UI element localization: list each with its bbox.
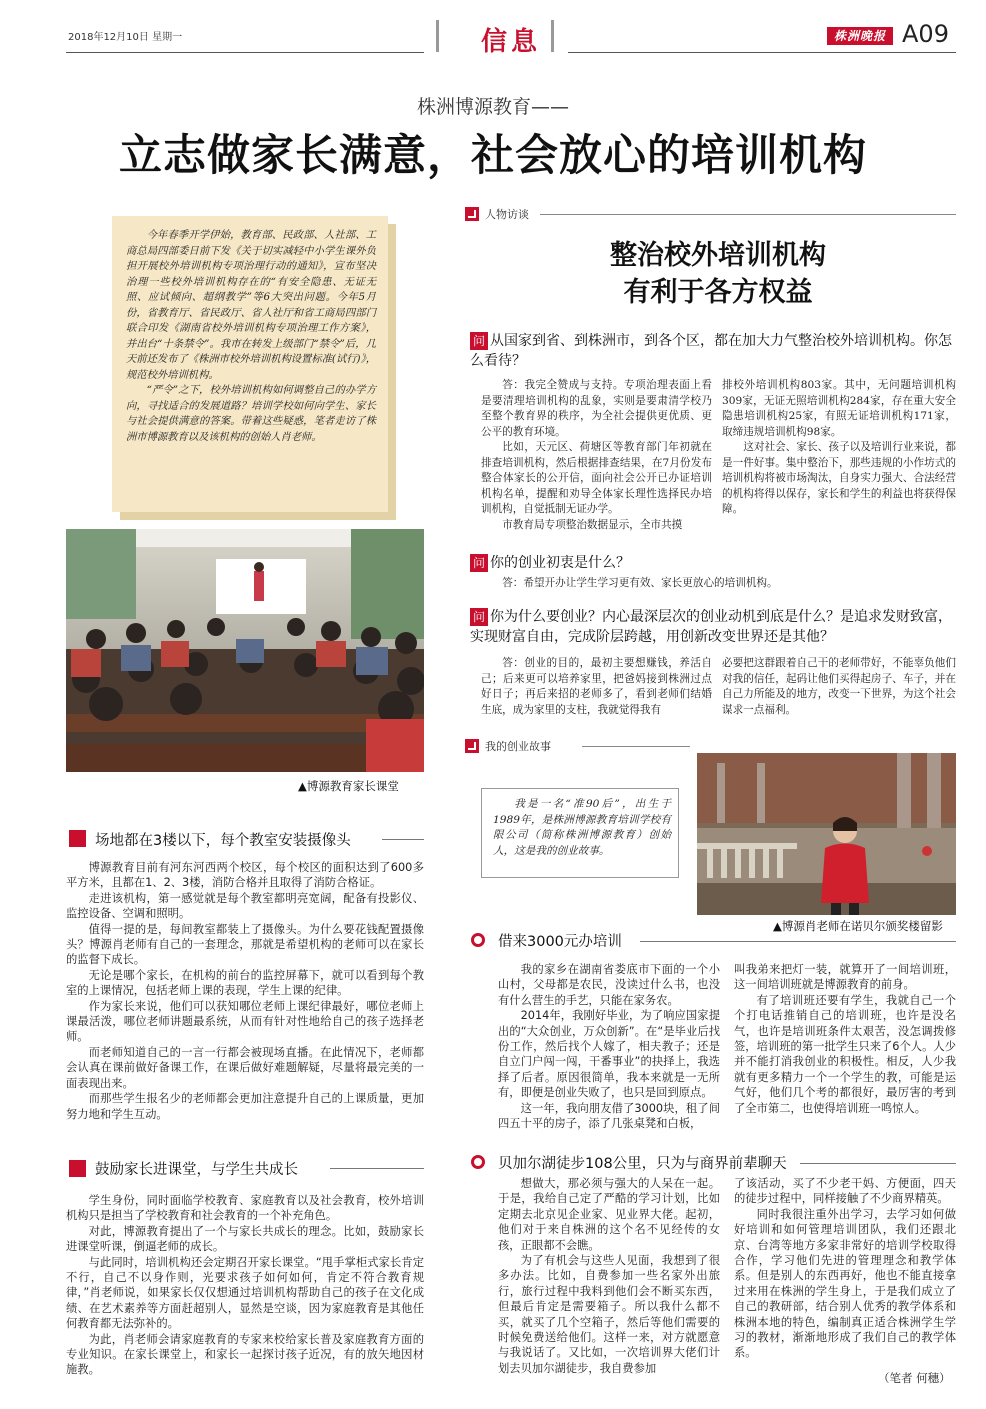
question-1-text: 从国家到省、到株洲市，到各个区，都在加大力气整治校外培训机构。你怎么看待？ xyxy=(470,333,952,369)
story-quote xyxy=(493,797,671,859)
question-2 xyxy=(470,553,956,573)
body-paragraph: 这一年，我向朋友借了3000块，租了间四五十平的房子，添了几张桌凳和白板， xyxy=(498,1101,720,1131)
answer-paragraph: 市教育局专项整治数据显示，全市共摸 xyxy=(502,518,683,531)
story-quote-text: 我是一名“准90后”，出生于1989年，是株洲博源教育培训学校有限公司（简称株洲博源教育）创始人，这是我的创业故事。 xyxy=(493,798,671,857)
classroom-photo-caption: ▲博源教育家长课堂 xyxy=(298,779,399,793)
section-4-marker-icon xyxy=(471,1155,485,1169)
body-paragraph: 与此同时，培训机构还会定期召开家长课堂。“甩手掌柜式家长肯定不行，自己不以身作则，光要求孩子如何如何，肯定不符合教育规律，”肖老师说，如果家长仅仅想通过培训机构帮助自己的孩子在文化成绩、在艺术素养等方面赶超别人，显然是空谈，因为家庭教育是其他任何教育都无法弥补的。 xyxy=(66,1255,424,1331)
interview-title-line1: 整治校外培训机构 xyxy=(610,240,826,271)
section-2-marker-icon xyxy=(69,1160,86,1177)
story-tag: 我的创业故事 xyxy=(485,740,551,753)
section-4-right xyxy=(734,1176,956,1361)
author-byline: （笔者 何穗） xyxy=(878,1371,951,1385)
section-1-marker-icon xyxy=(69,830,86,847)
body-paragraph: 想做大，那必须与强大的人呆在一起。于是，我给自己定了严酷的学习计划，比如定期去北京见企业家、见业界大佬。起初，他们对于来自株洲的这个名不见经传的女孩，正眼都不会瞧。 xyxy=(498,1177,720,1252)
section-3-marker-icon xyxy=(471,933,485,947)
classroom-photo xyxy=(66,529,424,772)
section-3-rule xyxy=(640,941,956,942)
body-paragraph: 作为家长来说，他们可以获知哪位老师上课纪律最好，哪位老师上课最活泼，哪位老师讲题最系统，从而有针对性地给自己的孩子选择老师。 xyxy=(66,999,424,1044)
answer-1-right xyxy=(722,378,956,518)
body-paragraph: 叫我弟来把灯一装，就算开了一间培训班，这一间培训班就是博源教育的前身。 xyxy=(734,963,956,992)
body-paragraph: 为了有机会与这些人见面，我想到了很多办法。比如，自费参加一些名家外出旅行，旅行过程中我料到他们会不断买东西，但最后肯定是需要箱子。所以我什么都不买，就买了几个空箱子，然后等他们需要的时候免费送给他们。这样一来，对方就愿意与我说话了。又比如，一次培训界大佬们计划去贝加尔湖徒步，我自费参加 xyxy=(498,1254,720,1375)
answer-paragraph: 必要把这群跟着自己干的老师带好，不能辜负他们对我的信任，起码让他们买得起房子、车子，并在自己力所能及的地方，改变一下世界，为这个社会谋求一点福利。 xyxy=(722,657,956,716)
answer-3-right xyxy=(722,656,956,718)
body-paragraph: 走进该机构，第一感觉就是每个教室都明亮宽阔，配备有投影仪、监控设备、空调和照明。 xyxy=(66,891,424,921)
question-2-text: 你的创业初衷是什么？ xyxy=(490,555,630,571)
founder-photo xyxy=(697,753,956,915)
answer-paragraph: 答：创业的目的，最初主要想赚钱，养活自己；后来更可以培养家里，把爸妈接到株洲过点好日子；再后来招的老师多了，看到老师们结婚生底，成为家里的支柱，我就觉得我有 xyxy=(481,657,712,716)
answer-paragraph: 答：我完全赞成与支持。专项治理表面上看是要清理培训机构的乱象，实则是要肃清学校乃至整个教育界的秩序，为全社会提供更优质、更公平的教育环境。 xyxy=(481,379,712,438)
interview-tag-icon xyxy=(465,207,479,221)
classroom-photo-illustration xyxy=(66,529,424,772)
section-1-title: 场地都在3楼以下，每个教室安装摄像头 xyxy=(95,833,351,849)
body-paragraph: 我的家乡在湖南省娄底市下面的一个小山村，父母都是农民，没读过什么书，也没有什么营生的手艺，只能在家务农。 xyxy=(498,963,720,1007)
section-1-body xyxy=(66,860,424,1122)
headline-kicker: 株洲博源教育—— xyxy=(416,96,569,118)
question-icon: 问 xyxy=(470,554,488,572)
header-rule-right xyxy=(568,52,956,53)
answer-paragraph: 这对社会、家长、孩子以及培训行业来说，都是一件好事。集中整治下，那些违规的小作坊式的培训机构将被市场淘汰，自身实力强大、合法经营的机构将得以保存，家长和学生的利益也将获得保障。 xyxy=(722,441,956,515)
page-number: A09 xyxy=(902,20,949,48)
intro-paragraph: “严令”之下，校外培训机构如何调整自己的办学方向，寻找适合的发展道路？培训学校如何向学生、家长与社会提供满意的答案。带着这些疑惑，笔者走访了株洲市博源教育以及该机构的创始人肖老师。 xyxy=(126,384,376,443)
section-2-body xyxy=(66,1193,424,1378)
question-3-text: 你为什么要创业？内心最深层次的创业动机到底是什么？是追求发财致富，实现财富自由，完成阶层跨越，用创新改变世界还是其他？ xyxy=(470,609,952,645)
story-tag-icon xyxy=(465,739,479,753)
section-4-rule xyxy=(800,1163,956,1164)
body-paragraph: 对此，博源教育提出了一个与家长共成长的理念。比如，鼓励家长进课堂听课，倒逼老师的成长。 xyxy=(66,1224,424,1254)
header-divider-right xyxy=(551,20,554,52)
newspaper-logo: 株洲晚报 xyxy=(827,27,893,45)
body-paragraph: 为此，肖老师会请家庭教育的专家来校给家长普及家庭教育方面的专业知识。在家长课堂上，和家长一起探讨孩子近况，有的放矢地因材施教。 xyxy=(66,1332,424,1377)
section-4-title: 贝加尔湖徒步108公里，只为与商界前辈聊天 xyxy=(498,1156,787,1172)
section-4-left xyxy=(498,1176,720,1376)
body-paragraph: 而老师知道自己的一言一行都会被现场直播。在此情况下，老师都会认真在课前做好备课工作，在课后做好难题解疑，尽量将最完美的一面表现出来。 xyxy=(66,1045,424,1090)
header-divider-left xyxy=(436,20,439,52)
body-paragraph: 博源教育目前有河东河西两个校区，每个校区的面积达到了600多平方米，且都在1、2、3楼，消防合格并且取得了消防合格证。 xyxy=(66,861,424,890)
body-paragraph: 了该活动，买了不少老干妈、方便面，四天的徒步过程中，同样接触了不少商界精英。 xyxy=(734,1177,956,1206)
body-paragraph: 值得一提的是，每间教室都装上了摄像头。为什么要花钱配置摄像头？博源肖老师有自己的一套理念，那就是希望机构的老师可以在家长的监督下成长。 xyxy=(66,922,424,967)
section-2-title: 鼓励家长进课堂，与学生共成长 xyxy=(95,1162,298,1178)
intro-paragraph: 今年春季开学伊始，教育部、民政部、人社部、工商总局四部委日前下发《关于切实减轻中小学生课外负担开展校外培训机构专项治理行动的通知》，宣布坚决治理一些校外培训机构存在的“有安全隐患、无证无照、应试倾向、超纲教学”等6大突出问题。今年5月份，省教育厅、省民政厅、省人社厅和省工商局四部门联合印发《湖南省校外培训机构专项治理工作方案》，并出台“十条禁令”。我市在转发上级部门“禁令”后，几天前还发布了《株洲市校外培训机构设置标准(试行)》，规范校外培训机构。 xyxy=(126,229,377,381)
section-1-rule xyxy=(382,839,424,840)
body-paragraph: 2014年，我刚好毕业，为了响应国家提出的“大众创业，万众创新”。在“是毕业后找份工作，然后找个人嫁了，相夫教子；还是自立门户闯一闯，干番事业”的抉择上，我选择了后者。原因很简单，我本来就是一无所有，即便是创业失败了，也只是回到原点。 xyxy=(498,1009,720,1100)
interview-tag: 人物访谈 xyxy=(485,208,529,221)
body-paragraph: 而那些学生报名少的老师都会更加注意提升自己的上课质量，更加努力地和学生互动。 xyxy=(66,1092,424,1121)
question-icon: 问 xyxy=(470,332,488,350)
section-2-rule xyxy=(330,1168,424,1169)
section-3-title: 借来3000元办培训 xyxy=(498,934,622,950)
intro-text xyxy=(126,228,376,445)
answer-3-left xyxy=(481,656,712,718)
page-headline: 立志做家长满意，社会放心的培训机构 xyxy=(119,131,867,181)
answer-2 xyxy=(481,576,956,592)
answer-paragraph: 比如，天元区、荷塘区等教育部门年初就在排查培训机构，然后根据排查结果，在7月份发布整合体家长的公开信，面向社会公开已办证培训机构名单，提醒和劝导全体家长理性选择民办培训机构，自觉抵制无证办学。 xyxy=(481,441,712,515)
question-1 xyxy=(470,331,956,371)
issue-date: 2018年12月10日 星期一 xyxy=(68,32,183,43)
body-paragraph: 同时我很注重外出学习，去学习如何做好培训和如何管理培训团队，我们还跟北京、台湾等地方多家非常好的培训学校取得合作，学习他们先进的管理理念和教学体系。但是别人的东西再好，他也不能直接拿过来用在株洲的学生身上，于是我们成立了自己的教研部，结合别人优秀的教学体系和株洲本地的特色，编制真正适合株洲学生学习的教材，渐渐地形成了我们自己的教学体系。 xyxy=(734,1207,956,1360)
section-3-left xyxy=(498,962,720,1131)
interview-tag-rule xyxy=(540,214,956,215)
story-tag-rule xyxy=(582,746,690,747)
section-name: 信息 xyxy=(481,27,542,57)
answer-1-left xyxy=(481,378,712,533)
question-icon: 问 xyxy=(470,608,488,626)
founder-photo-illustration xyxy=(697,753,956,915)
section-3-right xyxy=(734,962,956,1116)
header-rule-left xyxy=(66,52,424,53)
body-paragraph: 学生身份，同时面临学校教育、家庭教育以及社会教育，校外培训机构只是担当了学校教育和社会教育的一个补充角色。 xyxy=(66,1194,424,1223)
founder-photo-caption: ▲博源肖老师在诺贝尔颁奖楼留影 xyxy=(773,919,943,933)
answer-paragraph: 答：希望开办让学生学习更有效、家长更放心的培训机构。 xyxy=(502,577,778,589)
question-3 xyxy=(470,607,956,647)
body-paragraph: 无论是哪个家长，在机构的前台的监控屏幕下，就可以看到每个教室的上课情况，包括老师上课的表现，学生上课的纪律。 xyxy=(66,968,424,998)
answer-paragraph: 排校外培训机构803家。其中，无问题培训机构309家，无证无照培训机构284家，存在重大安全隐患培训机构25家，有照无证培训机构171家，取缔违规培训机构98家。 xyxy=(722,379,956,438)
body-paragraph: 有了培训班还要有学生，我就自己一个个打电话推销自己的培训班，也许是没名气，也许是培训班条件太艰苦，没怎调拨修签，培训班的第一批学生只来了6个人。人少并不能打消我创业的积极性。相反，人少我就有更多精力一个一个学生的教，可能是运气好，他们几个考的都很好，最厉害的考到了全市第二，也使得培训班一鸣惊人。 xyxy=(734,993,956,1115)
interview-title-line2: 有利于各方权益 xyxy=(623,277,813,308)
